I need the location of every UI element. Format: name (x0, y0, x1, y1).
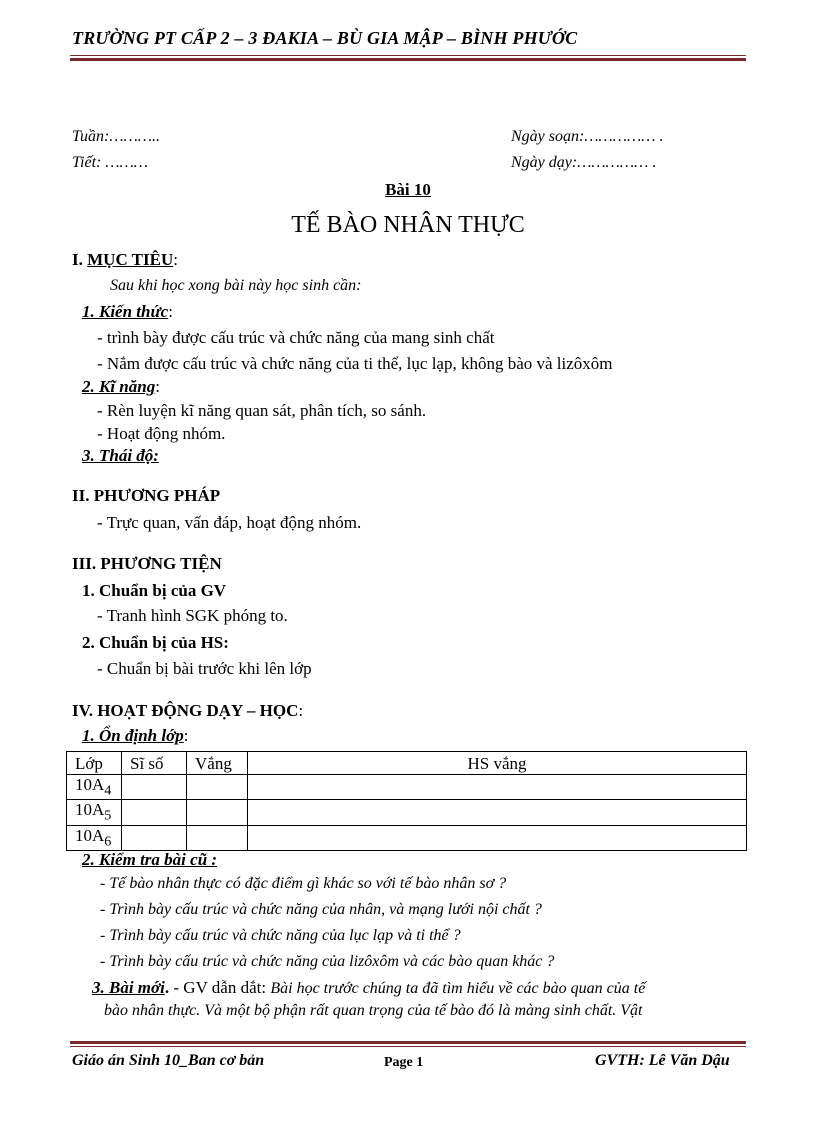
methods-item: - Trực quan, vấn đáp, hoạt động nhóm. (97, 513, 362, 532)
absent-students-cell (248, 800, 747, 825)
teacher-prep-heading: 1. Chuẩn bị của GV (82, 581, 227, 600)
student-prep-heading: 2. Chuẩn bị của HS: (82, 633, 229, 652)
section-materials-heading: III. PHƯƠNG TIỆN (72, 554, 222, 573)
skills-item: - Rèn luyện kĩ năng quan sát, phân tích, so sánh. (97, 401, 427, 420)
skills-heading: 2. Kĩ năng: (82, 377, 160, 396)
section-objectives-heading: I. MỤC TIÊU: (72, 250, 178, 269)
period-field: Tiết: ……… (72, 154, 149, 171)
table-row (67, 800, 747, 825)
knowledge-item: - Nắm được cấu trúc và chức năng của ti thể, lục lạp, không bào và lizôxôm (97, 354, 613, 373)
enrolled-cell (122, 800, 187, 825)
table-header: Sĩ số (122, 752, 187, 775)
table-header: HS vắng (248, 752, 747, 775)
section-activities-heading: IV. HOẠT ĐỘNG DẠY – HỌC: (72, 701, 304, 720)
review-question: - Trình bày cấu trúc và chức năng của lục lạp và ti thể ? (100, 927, 461, 944)
absent-cell (187, 775, 248, 800)
teaching-date-field: Ngày dạy:…………… . (511, 154, 657, 171)
footer-left: Giáo án Sinh 10_Ban cơ bản (72, 1052, 265, 1069)
table-header: Lớp (67, 752, 122, 775)
review-question: - Trình bày cấu trúc và chức năng của lizôxôm và các bào quan khác ? (100, 953, 555, 970)
header-rule-thick (70, 58, 746, 61)
absent-cell (187, 825, 248, 850)
review-heading: 2. Kiểm tra bài cũ : (82, 850, 218, 869)
student-prep-item: - Chuẩn bị bài trước khi lên lớp (97, 659, 312, 678)
attendance-table (66, 751, 747, 851)
class-cell: $10A_6$ (67, 825, 122, 850)
teacher-prep-item: - Tranh hình SGK phóng to. (97, 606, 288, 625)
week-field: Tuần:……….. (72, 128, 161, 145)
table-row (67, 825, 747, 850)
lesson-title: TẾ BÀO NHÂN THỰC (291, 212, 525, 238)
absent-students-cell (248, 825, 747, 850)
review-question: - Tế bào nhân thực có đặc điểm gì khác so với tế bào nhân sơ ? (100, 875, 507, 892)
absent-students-cell (248, 775, 747, 800)
prepared-date-field: Ngày soạn:…………… . (511, 128, 664, 145)
footer-rule-thin (70, 1046, 746, 1047)
objectives-intro: Sau khi học xong bài này học sinh cần: (110, 277, 362, 294)
class-cell: $10A_5$ (67, 800, 122, 825)
footer-rule-thick (70, 1041, 746, 1044)
attitude-heading: 3. Thái độ: (82, 446, 159, 465)
class-check-heading: 1. Ổn định lớp: (82, 726, 189, 745)
footer-right: GVTH: Lê Văn Dậu (595, 1052, 730, 1069)
section-methods-heading: II. PHƯƠNG PHÁP (72, 486, 221, 505)
class-cell: $10A_4$ (67, 775, 122, 800)
lesson-number: Bài 10 (385, 180, 431, 199)
page-number: Page 1 (384, 1055, 424, 1070)
table-row (67, 775, 747, 800)
absent-cell (187, 800, 248, 825)
enrolled-cell (122, 825, 187, 850)
new-lesson-text: bào nhân thực. Và một bộ phận rất quan trọng của tế bào đó là màng sinh chất. Vật (104, 1002, 643, 1019)
skills-item: - Hoạt động nhóm. (97, 424, 226, 443)
table-header-row (67, 752, 747, 775)
table-header: Vắng (187, 752, 248, 775)
header-rule-thin (70, 55, 746, 56)
knowledge-item: - trình bày được cấu trúc và chức năng của mang sinh chất (97, 328, 495, 347)
enrolled-cell (122, 775, 187, 800)
review-question: - Trình bày cấu trúc và chức năng của nhân, và mạng lưới nội chất ? (100, 901, 542, 918)
school-header: TRƯỜNG PT CẤP 2 – 3 ĐAKIA – BÙ GIA MẬP – BÌNH PHƯỚC (72, 28, 578, 48)
knowledge-heading: 1. Kiến thức: (82, 302, 173, 321)
new-lesson-intro: 3. Bài mới. - GV dẫn dắt: Bài học trước chúng ta đã tìm hiểu về các bào quan của tế (92, 978, 646, 997)
